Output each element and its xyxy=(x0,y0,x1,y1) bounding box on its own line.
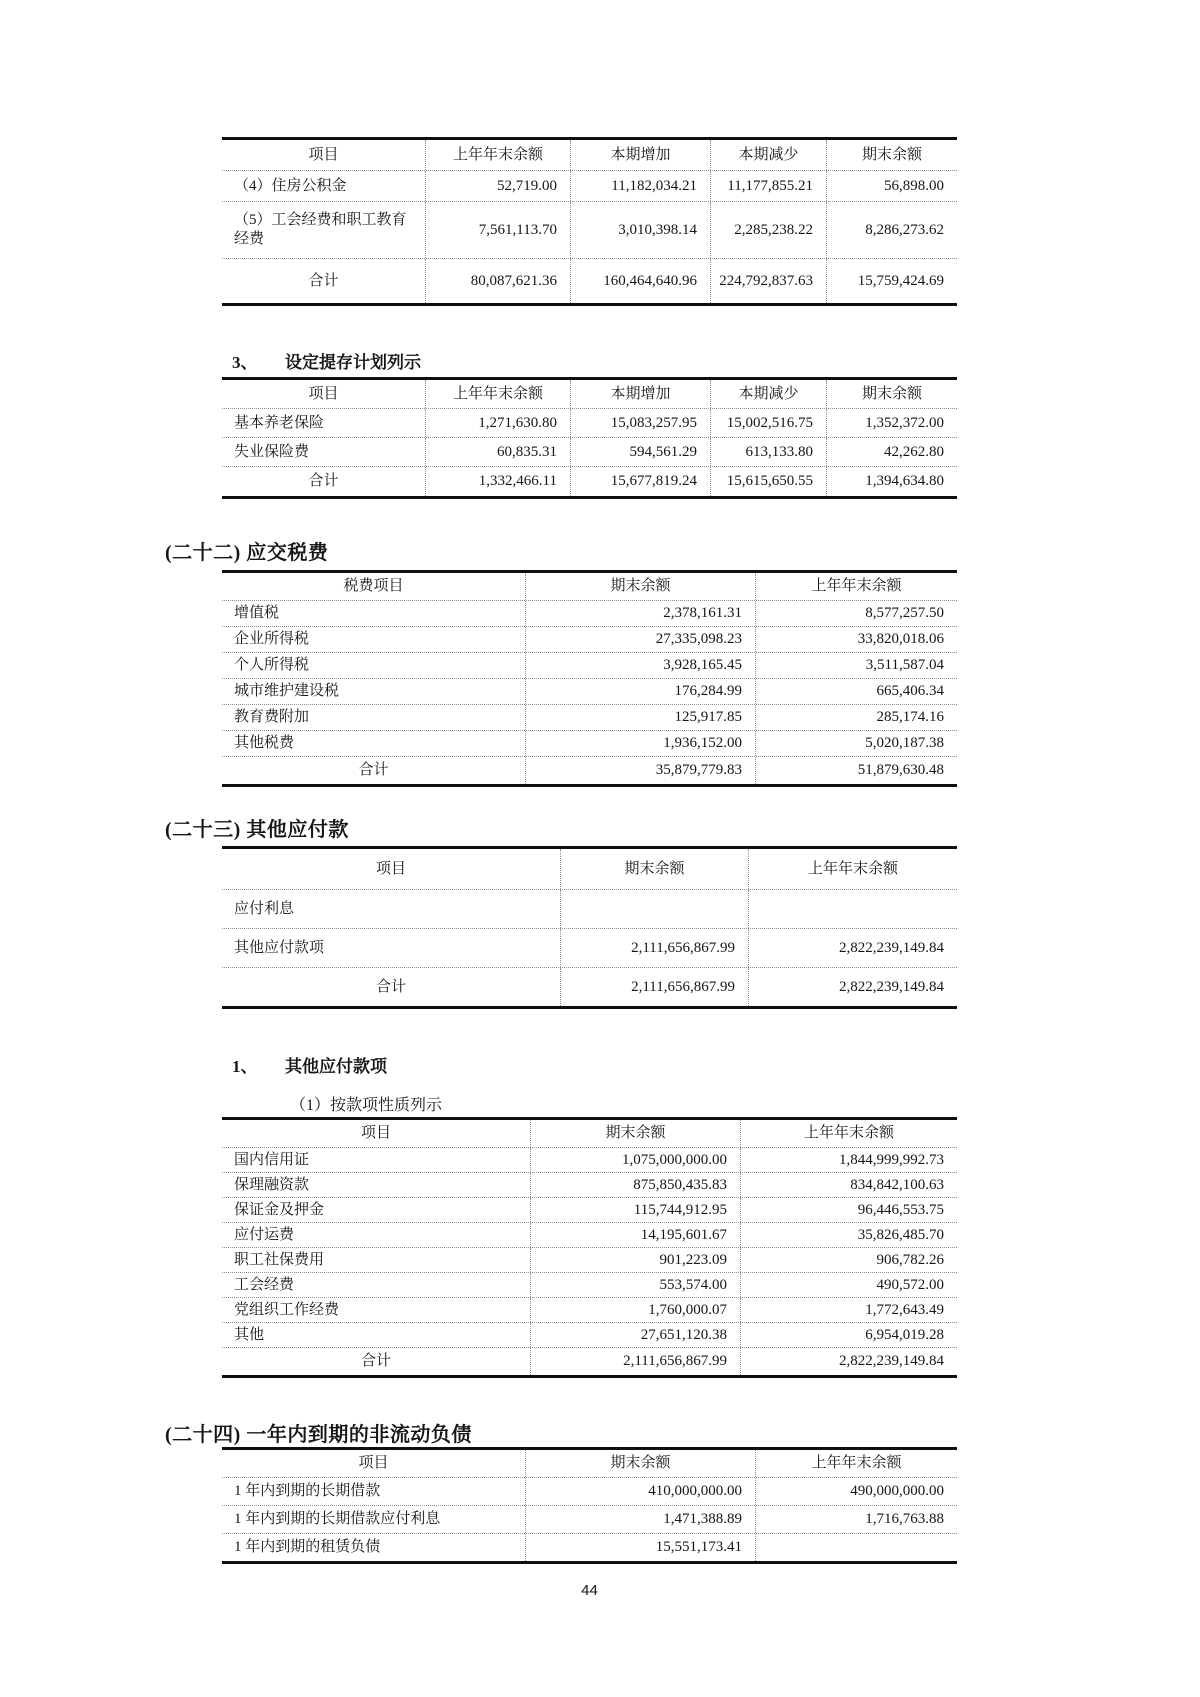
row-label: 个人所得税 xyxy=(234,657,310,674)
cell-value: 15,759,424.69 xyxy=(826,259,957,303)
row-label: 企业所得税 xyxy=(234,631,310,648)
header-cell: 上年年末余额 xyxy=(425,140,570,170)
cell-value: 15,083,257.95 xyxy=(570,409,710,437)
table-total-row xyxy=(222,756,957,784)
header-cell: 项目 xyxy=(308,146,339,163)
cell-value xyxy=(748,890,957,928)
table-row xyxy=(222,1533,957,1561)
table-other-payables xyxy=(222,846,957,1009)
row-label: 1 年内到期的长期借款应付利息 xyxy=(234,1511,441,1528)
table-row xyxy=(222,1197,957,1222)
table-header-row xyxy=(222,380,957,408)
cell-value: 52,719.00 xyxy=(425,171,570,201)
cell-value: 2,822,239,149.84 xyxy=(748,968,957,1006)
row-label: 应付利息 xyxy=(234,900,295,917)
table-header-row xyxy=(222,140,957,170)
table-other-payables-by-nature xyxy=(222,1117,957,1378)
cell-value: 1,760,000.07 xyxy=(530,1298,740,1322)
header-cell: 上年年末余额 xyxy=(748,849,957,889)
table-row xyxy=(222,1477,957,1505)
cell-value: 2,822,239,149.84 xyxy=(740,1348,957,1375)
row-label: 保理融资款 xyxy=(234,1176,310,1193)
cell-value: 3,511,587.04 xyxy=(755,653,957,678)
page-number: 44 xyxy=(581,1582,598,1599)
row-label: 国内信用证 xyxy=(234,1151,310,1168)
header-cell: 期末余额 xyxy=(826,380,957,408)
cell-value: 613,133.80 xyxy=(710,438,826,466)
header-cell: 本期减少 xyxy=(710,140,826,170)
table-header-row xyxy=(222,1120,957,1147)
cell-value xyxy=(755,1534,957,1561)
row-label: 教育费附加 xyxy=(234,709,310,726)
header-cell: 税费项目 xyxy=(343,578,404,595)
cell-value: 5,020,187.38 xyxy=(755,731,957,756)
cell-value: 15,615,650.55 xyxy=(710,467,826,496)
cell-value: 125,917.85 xyxy=(525,705,755,730)
cell-value: 1,772,643.49 xyxy=(740,1298,957,1322)
cell-value: 80,087,621.36 xyxy=(425,259,570,303)
cell-value: 1,332,466.11 xyxy=(425,467,570,496)
table-taxes-payable xyxy=(222,570,957,787)
row-label: 其他 xyxy=(234,1326,265,1343)
table-noncurrent-liabilities-due-within-one-year xyxy=(222,1447,957,1564)
table-row xyxy=(222,1247,957,1272)
cell-value: 15,551,173.41 xyxy=(525,1534,755,1561)
cell-value: 490,000,000.00 xyxy=(755,1478,957,1505)
header-cell: 期末余额 xyxy=(826,140,957,170)
section-heading-taxes-payable: (二十二) 应交税费 xyxy=(165,542,329,564)
table-row xyxy=(222,408,957,437)
cell-value: 6,954,019.28 xyxy=(740,1323,957,1347)
row-label: 合计 xyxy=(308,272,339,289)
cell-value: 2,111,656,867.99 xyxy=(530,1348,740,1375)
section-title: 设定提存计划列示 xyxy=(285,353,421,372)
table-row xyxy=(222,889,957,928)
cell-value: 115,744,912.95 xyxy=(530,1198,740,1222)
table-row xyxy=(222,652,957,678)
header-cell: 本期增加 xyxy=(570,380,710,408)
cell-value: 96,446,553.75 xyxy=(740,1198,957,1222)
cell-value: 8,577,257.50 xyxy=(755,601,957,626)
header-cell: 上年年末余额 xyxy=(755,573,957,600)
header-cell: 期末余额 xyxy=(560,849,748,889)
table-row xyxy=(222,170,957,201)
cell-value: 35,826,485.70 xyxy=(740,1223,957,1247)
cell-value: 1,936,152.00 xyxy=(525,731,755,756)
cell-value: 410,000,000.00 xyxy=(525,1478,755,1505)
row-label: 1 年内到期的租赁负债 xyxy=(234,1539,381,1556)
table-row xyxy=(222,1297,957,1322)
cell-value: 875,850,435.83 xyxy=(530,1173,740,1197)
header-cell: 期末余额 xyxy=(525,1450,755,1477)
section-number: 1、 xyxy=(232,1057,258,1076)
cell-value: 224,792,837.63 xyxy=(710,259,826,303)
cell-value: 11,182,034.21 xyxy=(570,171,710,201)
cell-value: 33,820,018.06 xyxy=(755,627,957,652)
cell-value: 901,223.09 xyxy=(530,1248,740,1272)
cell-value: 490,572.00 xyxy=(740,1273,957,1297)
section-heading-noncurrent-liabilities-due: (二十四) 一年内到期的非流动负债 xyxy=(165,1424,472,1446)
table-row xyxy=(222,1505,957,1533)
cell-value: 2,285,238.22 xyxy=(710,202,826,258)
header-cell: 期末余额 xyxy=(530,1120,740,1147)
cell-value: 2,111,656,867.99 xyxy=(560,968,748,1006)
cell-value: 15,002,516.75 xyxy=(710,409,826,437)
cell-value: 15,677,819.24 xyxy=(570,467,710,496)
cell-value: 42,262.80 xyxy=(826,438,957,466)
row-label: 应付运费 xyxy=(234,1226,295,1243)
cell-value: 2,378,161.31 xyxy=(525,601,755,626)
row-label: 其他应付款项 xyxy=(234,939,325,956)
cell-value: 8,286,273.62 xyxy=(826,202,957,258)
cell-value: 1,844,999,992.73 xyxy=(740,1148,957,1172)
section-heading-defined-contribution xyxy=(232,348,421,373)
cell-value: 3,010,398.14 xyxy=(570,202,710,258)
cell-value: 27,335,098.23 xyxy=(525,627,755,652)
row-label: 其他税费 xyxy=(234,735,295,752)
table-header-row xyxy=(222,1450,957,1477)
table-row xyxy=(222,1322,957,1347)
row-label: 工会经费 xyxy=(234,1276,295,1293)
table-row xyxy=(222,1172,957,1197)
table-row xyxy=(222,1222,957,1247)
cell-value: 35,879,779.83 xyxy=(525,757,755,784)
cell-value: 1,471,388.89 xyxy=(525,1506,755,1533)
header-cell: 本期减少 xyxy=(710,380,826,408)
row-label: 基本养老保险 xyxy=(234,414,325,431)
section-title: 其他应付款项 xyxy=(285,1057,387,1076)
header-cell: 上年年末余额 xyxy=(740,1120,957,1147)
table-total-row xyxy=(222,1347,957,1375)
row-label: 失业保险费 xyxy=(234,443,310,460)
cell-value: 11,177,855.21 xyxy=(710,171,826,201)
cell-value: 1,271,630.80 xyxy=(425,409,570,437)
cell-value: 2,111,656,867.99 xyxy=(560,929,748,967)
cell-value: 285,174.16 xyxy=(755,705,957,730)
table-total-row xyxy=(222,466,957,496)
table-row xyxy=(222,1272,957,1297)
table-total-row xyxy=(222,258,957,303)
cell-value: 60,835.31 xyxy=(425,438,570,466)
table-defined-contribution-plans xyxy=(222,377,957,499)
cell-value: 553,574.00 xyxy=(530,1273,740,1297)
header-cell: 期末余额 xyxy=(525,573,755,600)
table-total-row xyxy=(222,967,957,1006)
table-row xyxy=(222,437,957,466)
table-row xyxy=(222,626,957,652)
row-label: 合计 xyxy=(375,978,406,995)
row-label: 1 年内到期的长期借款 xyxy=(234,1483,381,1500)
cell-value: 3,928,165.45 xyxy=(525,653,755,678)
table-row xyxy=(222,730,957,756)
table-header-row xyxy=(222,849,957,889)
header-cell: 项目 xyxy=(358,1455,389,1472)
header-cell: 项目 xyxy=(308,385,339,402)
cell-value: 14,195,601.67 xyxy=(530,1223,740,1247)
row-label: 党组织工作经费 xyxy=(234,1301,340,1318)
row-label: 职工社保费用 xyxy=(234,1251,325,1268)
section-number: 3、 xyxy=(232,353,258,372)
header-cell: 项目 xyxy=(360,1125,391,1142)
row-label: 保证金及押金 xyxy=(234,1201,325,1218)
cell-value: 160,464,640.96 xyxy=(570,259,710,303)
cell-value: 1,394,634.80 xyxy=(826,467,957,496)
cell-value: 906,782.26 xyxy=(740,1248,957,1272)
cell-value: 594,561.29 xyxy=(570,438,710,466)
table-header-row xyxy=(222,573,957,600)
row-label: 合计 xyxy=(308,473,339,490)
cell-value: 176,284.99 xyxy=(525,679,755,704)
header-cell: 本期增加 xyxy=(570,140,710,170)
section-heading-other-payables-items xyxy=(232,1052,387,1077)
cell-value: 1,716,763.88 xyxy=(755,1506,957,1533)
table-employee-benefits-continued xyxy=(222,137,957,306)
subsection-heading-by-nature: （1）按款项性质列示 xyxy=(290,1097,443,1114)
section-heading-other-payables: (二十三) 其他应付款 xyxy=(165,819,349,841)
cell-value: 1,075,000,000.00 xyxy=(530,1148,740,1172)
header-cell: 上年年末余额 xyxy=(425,380,570,408)
header-cell: 项目 xyxy=(375,860,406,877)
row-label: 增值税 xyxy=(234,605,280,622)
cell-value: 27,651,120.38 xyxy=(530,1323,740,1347)
table-row xyxy=(222,678,957,704)
cell-value: 2,822,239,149.84 xyxy=(748,929,957,967)
cell-value: 7,561,113.70 xyxy=(425,202,570,258)
table-row xyxy=(222,600,957,626)
cell-value: 834,842,100.63 xyxy=(740,1173,957,1197)
table-row xyxy=(222,1147,957,1172)
row-label: （5）工会经费和职工教育经费 xyxy=(234,212,407,247)
row-label: 合计 xyxy=(360,1353,391,1370)
cell-value: 1,352,372.00 xyxy=(826,409,957,437)
row-label: 合计 xyxy=(358,762,389,779)
table-row xyxy=(222,201,957,258)
header-cell: 上年年末余额 xyxy=(755,1450,957,1477)
table-row xyxy=(222,704,957,730)
row-label: 城市维护建设税 xyxy=(234,683,340,700)
cell-value: 56,898.00 xyxy=(826,171,957,201)
table-row xyxy=(222,928,957,967)
cell-value: 51,879,630.48 xyxy=(755,757,957,784)
cell-value xyxy=(560,890,748,928)
row-label: （4）住房公积金 xyxy=(234,177,347,194)
cell-value: 665,406.34 xyxy=(755,679,957,704)
